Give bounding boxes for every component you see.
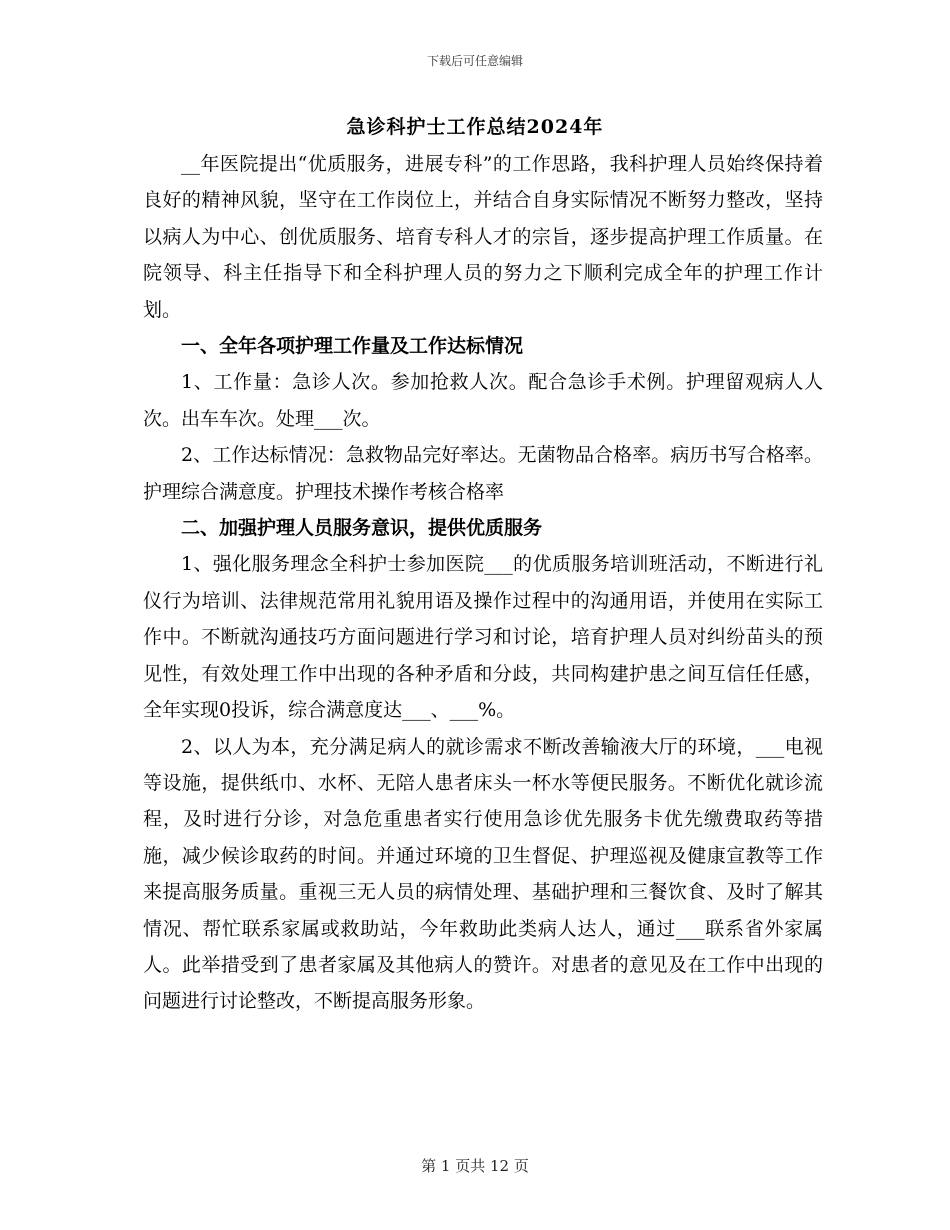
document-body <box>143 146 823 1020</box>
paragraph-standards: 2、工作达标情况：急救物品完好率达。无菌物品合格率。病历书写合格率。护理综合满意度。护理技术操作考核合格率 <box>143 444 823 503</box>
section-heading-2: 二、加强护理人员服务意识，提供优质服务 <box>181 517 543 540</box>
paragraph-workload: 1、工作量：急诊人次。参加抢救人次。配合急诊手术例。护理留观病人人次。出车车次。处理___次。 <box>143 371 823 430</box>
paragraph-patient-centered: 2、以人为本，充分满足病人的就诊需求不断改善输液大厅的环境，___电视等设施，提供纸巾、水杯、无陪人患者床头一杯水等便民服务。不断优化就诊流程，及时进行分诊，对急危重患者实行使用急诊优先服务卡优先缴费取药等措施，减少候诊取药的时间。并通过环境的卫生督促、护理巡视及健康宣教等工作来提高服务质量。重视三无人员的病情处理、基础护理和三餐饮食、及时了解其情况、帮忙联系家属或救助站，今年救助此类病人达人，通过___联系省外家属人。此举措受到了患者家属及其他病人的赞许。对患者的意见及在工作中出现的问题进行讨论整改，不断提高服务形象。 <box>143 735 823 1013</box>
page-footer: 第 1 页共 12 页 <box>421 1157 529 1175</box>
intro-paragraph: __年医院提出“优质服务，进展专科”的工作思路，我科护理人员始终保持着良好的精神风貌，坚守在工作岗位上，并结合自身实际情况不断努力整改，坚持以病人为中心、创优质服务、培育专科人才的宗旨，逐步提高护理工作质量。在院领导、科主任指导下和全科护理人员的努力之下顺利完成全年的护理工作计划。 <box>143 153 823 321</box>
section-heading-1: 一、全年各项护理工作量及工作达标情况 <box>181 335 524 358</box>
document-title: 急诊科护士工作总结2024年 <box>346 116 604 138</box>
paragraph-service-concept: 1、强化服务理念全科护士参加医院___的优质服务培训班活动，不断进行礼仪行为培训、法律规范常用礼貌用语及操作过程中的沟通用语，并使用在实际工作中。不断就沟通技巧方面问题进行学习和讨论，培育护理人员对纠纷苗头的预见性，有效处理工作中出现的各种矛盾和分歧，共同构建护患之间互信任任感，全年实现0投诉，综合满意度达___、___%。 <box>143 553 823 722</box>
page-header: 下载后可任意编辑 <box>426 54 523 68</box>
